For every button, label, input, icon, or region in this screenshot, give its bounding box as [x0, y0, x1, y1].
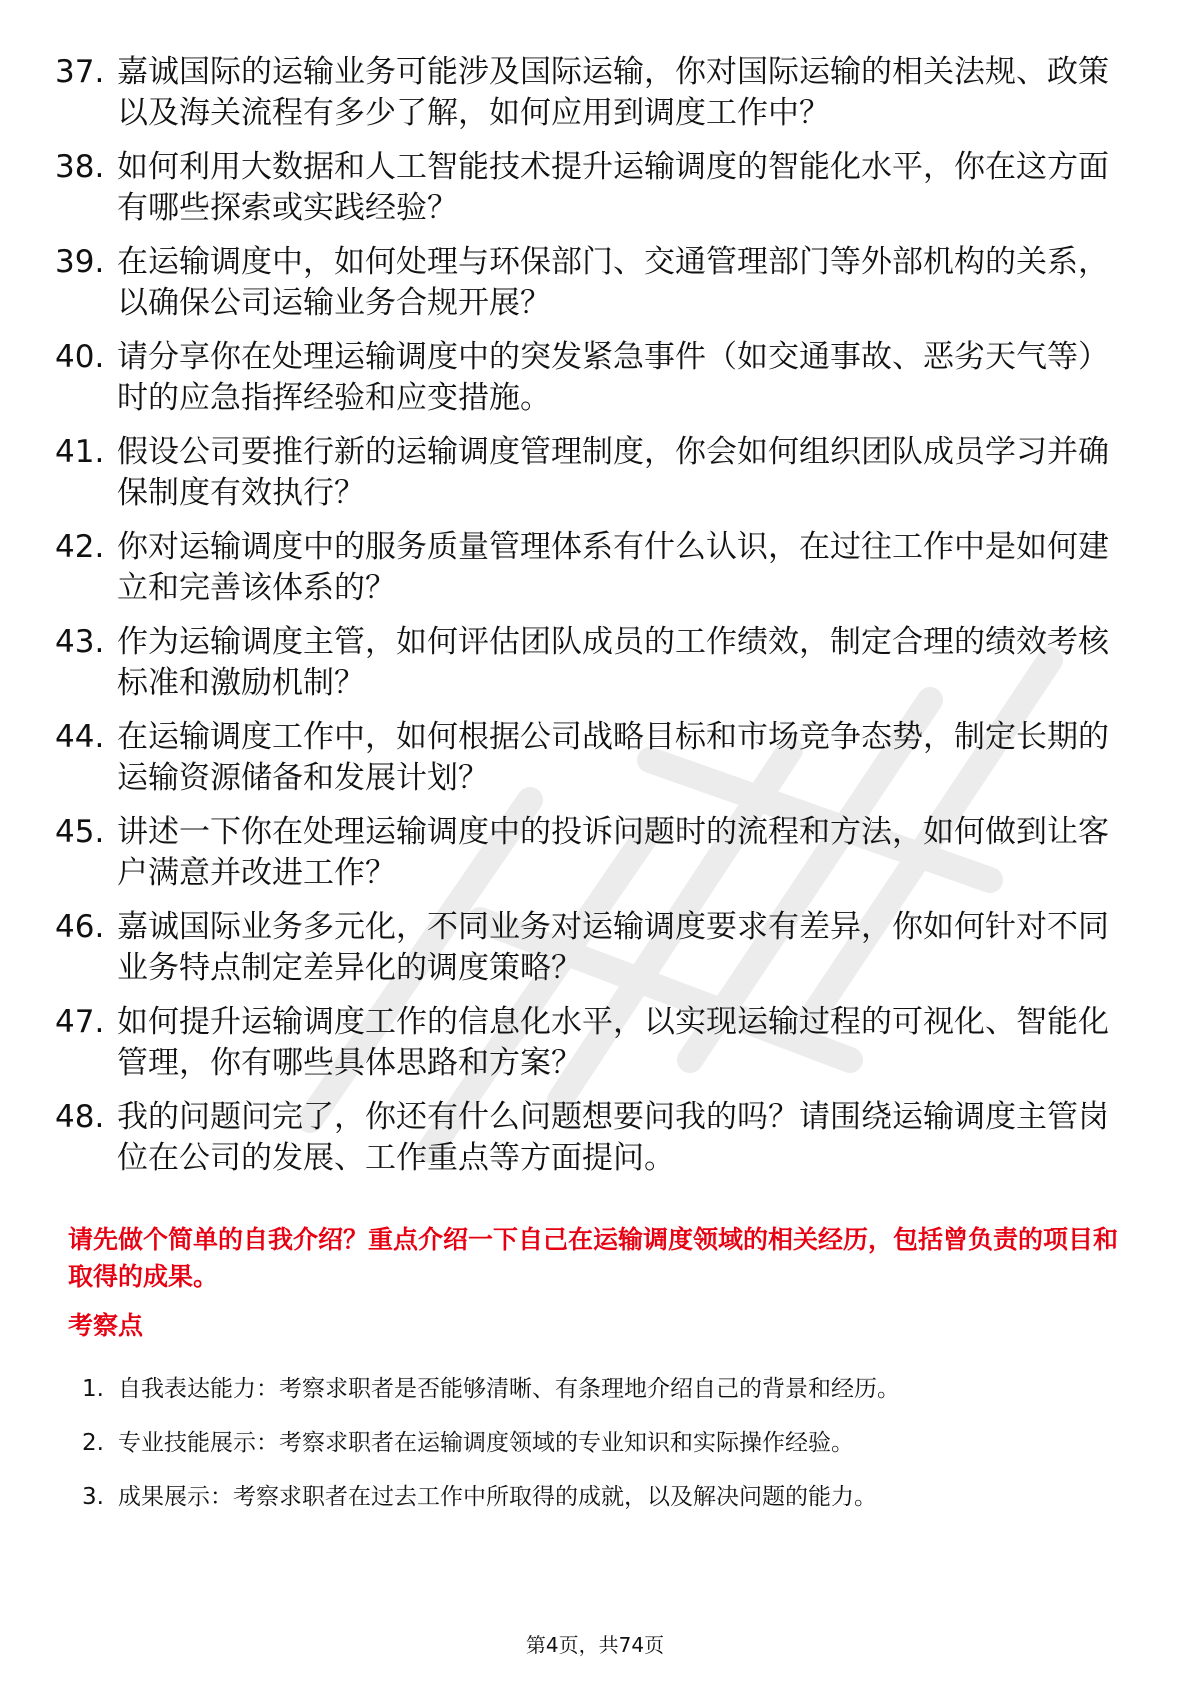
question-number: 45.: [55, 814, 105, 850]
assessment-point-text: 自我表达能力：考察求职者是否能够清晰、有条理地介绍自己的背景和经历。: [118, 1376, 900, 1402]
question-text: 在运输调度中，如何处理与环保部门、交通管理部门等外部机构的关系，以确保公司运输业务合规开展？: [117, 244, 1109, 321]
question-text: 在运输调度工作中，如何根据公司战略目标和市场竞争态势，制定长期的运输资源储备和发展计划？: [117, 719, 1109, 796]
assessment-heading: 考察点: [68, 1311, 144, 1340]
assessment-point-text: 成果展示：考察求职者在过去工作中所取得的成就，以及解决问题的能力。: [118, 1484, 877, 1510]
page-footer: 第4页，共74页: [525, 1633, 665, 1657]
assessment-point: [82, 1482, 877, 1512]
question-number: 47.: [55, 1004, 105, 1040]
question-text: 如何利用大数据和人工智能技术提升运输调度的智能化水平，你在这方面有哪些探索或实践经验？: [117, 149, 1109, 226]
question-text: 请分享你在处理运输调度中的突发紧急事件（如交通事故、恶劣天气等）时的应急指挥经验和应变措施。: [117, 339, 1109, 416]
question-text: 我的问题问完了，你还有什么问题想要问我的吗？请围绕运输调度主管岗位在公司的发展、工作重点等方面提问。: [117, 1099, 1109, 1176]
question-text: 如何提升运输调度工作的信息化水平，以实现运输过程的可视化、智能化管理，你有哪些具体思路和方案？: [117, 1004, 1109, 1081]
question-text: 作为运输调度主管，如何评估团队成员的工作绩效，制定合理的绩效考核标准和激励机制？: [117, 624, 1109, 701]
question-number: 42.: [55, 529, 105, 565]
question-text: 你对运输调度中的服务质量管理体系有什么认识，在过往工作中是如何建立和完善该体系的？: [117, 529, 1109, 606]
assessment-point-number: 3.: [82, 1484, 104, 1510]
question-number: 41.: [55, 434, 105, 470]
question-number: 43.: [55, 624, 105, 660]
question-text: 讲述一下你在处理运输调度中的投诉问题时的流程和方法，如何做到让客户满意并改进工作？: [117, 814, 1109, 891]
assessment-point-text: 专业技能展示：考察求职者在运输调度领域的专业知识和实际操作经验。: [118, 1430, 854, 1456]
question-number: 38.: [55, 149, 105, 185]
question-number: 37.: [55, 54, 105, 90]
assessment-point-number: 1.: [82, 1376, 104, 1402]
question-number: 39.: [55, 244, 105, 280]
intro-question: 请先做个简单的自我介绍？重点介绍一下自己在运输调度领域的相关经历，包括曾负责的项目和取得的成果。: [68, 1225, 1119, 1291]
question-number: 44.: [55, 719, 105, 755]
question-number: 40.: [55, 339, 105, 375]
assessment-point: [82, 1374, 900, 1404]
question-text: 嘉诚国际业务多元化，不同业务对运输调度要求有差异，你如何针对不同业务特点制定差异化的调度策略？: [117, 909, 1109, 986]
assessment-point-number: 2.: [82, 1430, 104, 1456]
question-number: 46.: [55, 909, 105, 945]
question-number: 48.: [55, 1099, 105, 1135]
question-text: 假设公司要推行新的运输调度管理制度，你会如何组织团队成员学习并确保制度有效执行？: [117, 434, 1109, 511]
question-text: 嘉诚国际的运输业务可能涉及国际运输，你对国际运输的相关法规、政策以及海关流程有多少了解，如何应用到调度工作中？: [117, 54, 1109, 131]
assessment-point: [82, 1428, 854, 1458]
